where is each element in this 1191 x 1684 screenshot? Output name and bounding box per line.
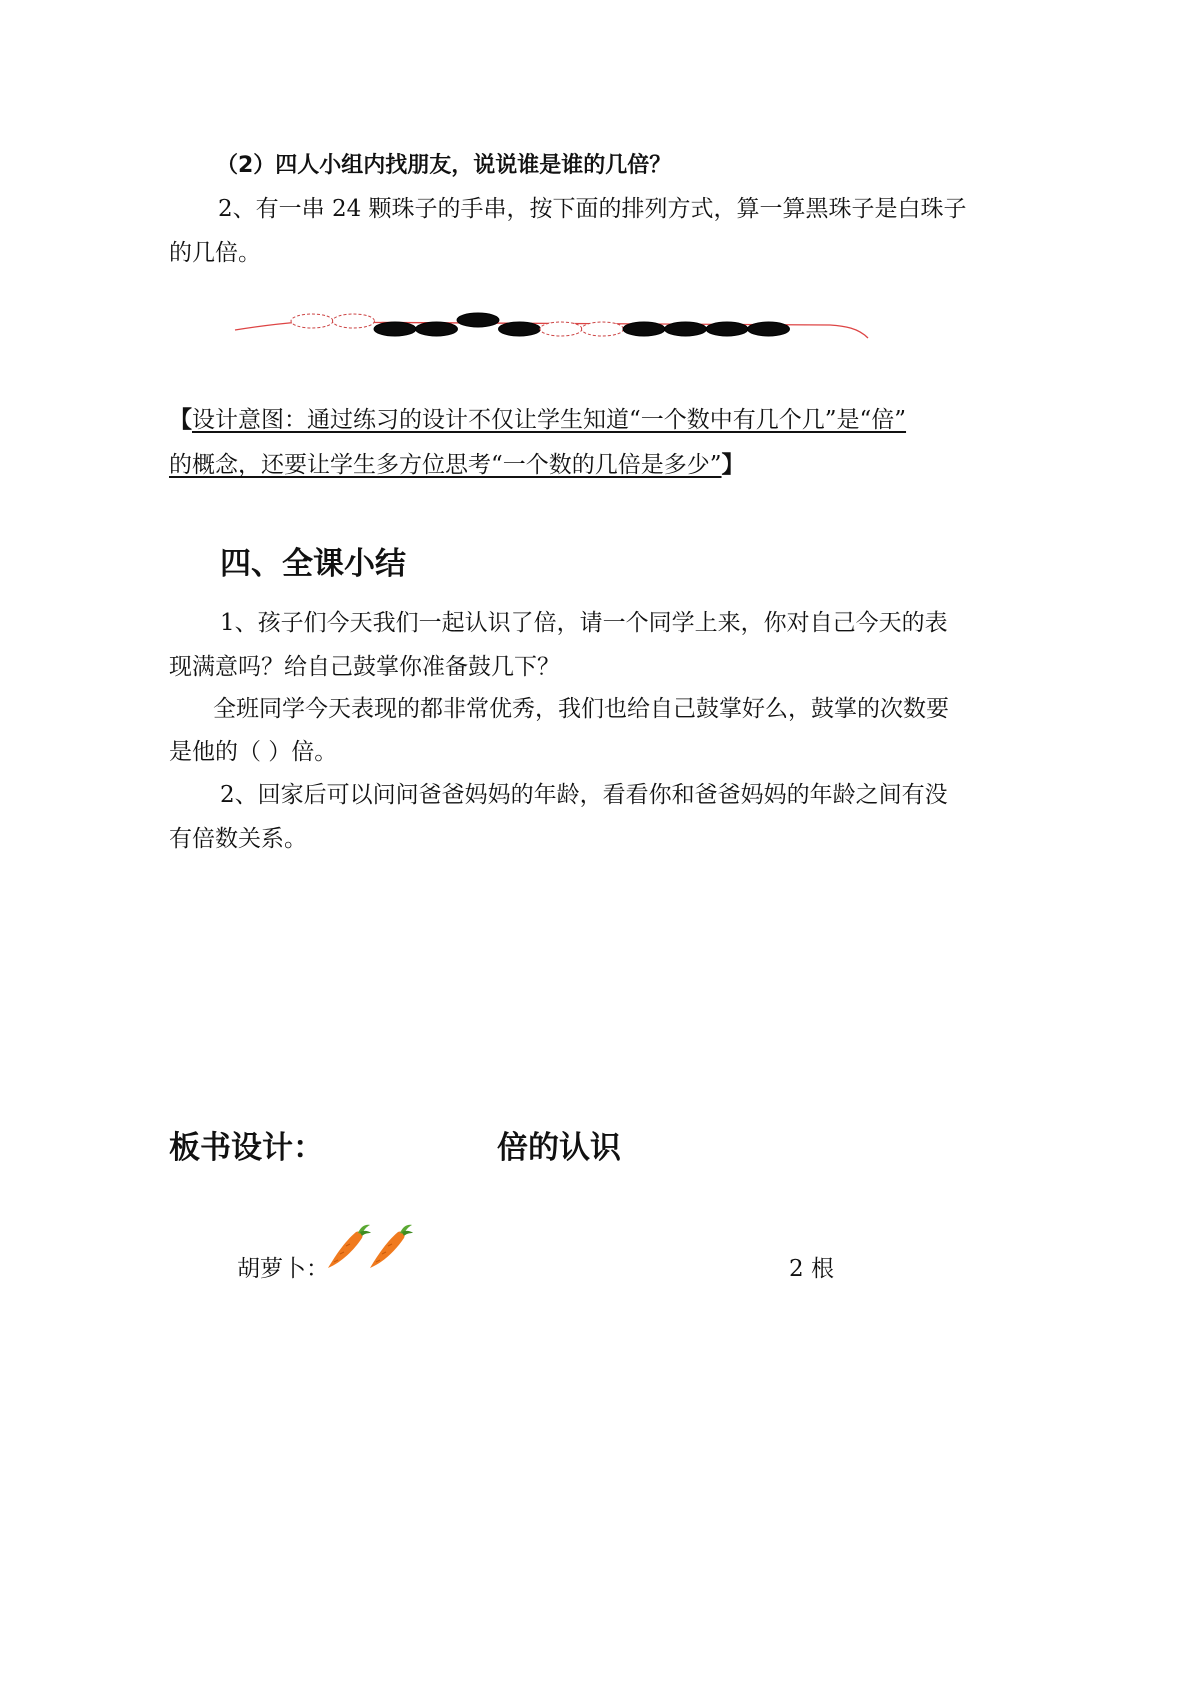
black-bead [623,322,665,336]
white-bead [540,322,582,336]
summary-p1-line-1: 1、孩子们今天我们一起认识了倍，请一个同学上来，你对自己今天的表 [220,610,948,636]
summary-p3-line-2: 有倍数关系。 [169,826,307,852]
white-bead [291,314,333,328]
question-2-line-1: 2、有一串 24 颗珠子的手串，按下面的排列方式，算一算黑珠子是白珠子 [218,196,967,222]
sub-question-title: （2）四人小组内找朋友，说说谁是谁的几倍？ [216,153,672,178]
black-bead [374,322,416,336]
carrots-illustration [322,1222,414,1272]
open-bracket: 【 [169,407,192,433]
board-title: 倍的认识 [497,1130,621,1166]
close-bracket: 】 [721,452,745,478]
summary-p2-line-2: 是他的（ ）倍。 [169,739,338,765]
black-bead [665,322,707,336]
black-bead [706,322,748,336]
summary-p1-line-2: 现满意吗？给自己鼓掌你准备鼓几下？ [169,654,560,680]
summary-p2-line-1: 全班同学今天表现的都非常优秀，我们也给自己鼓掌好么，鼓掌的次数要 [213,696,949,722]
black-bead [457,313,499,327]
board-design-label: 板书设计： [169,1130,324,1166]
design-intent-text-2: 的概念，还要让学生多方位思考“一个数的几倍是多少” [169,452,722,478]
black-bead [748,322,790,336]
black-bead [499,322,541,336]
carrot-total: 2 根 [789,1256,834,1282]
carrot-icon [370,1225,413,1268]
summary-p3-line-1: 2、回家后可以问问爸爸妈妈的年龄，看看你和爸爸妈妈的年龄之间有没 [220,782,948,808]
carrot-icon [328,1225,371,1268]
white-bead [333,314,375,328]
design-intent-line-1 [169,401,906,434]
design-intent-text-1: 设计意图：通过练习的设计不仅让学生知道“一个数中有几个几”是“倍” [192,407,907,433]
summary-heading: 四、全课小结 [220,546,406,582]
carrot-label: 胡萝卜： [237,1256,329,1282]
design-intent-line-2 [169,446,745,479]
question-2-line-2: 的几倍。 [169,240,261,266]
black-bead [416,322,458,336]
bead-bracelet-figure [230,308,875,350]
white-bead [582,322,624,336]
